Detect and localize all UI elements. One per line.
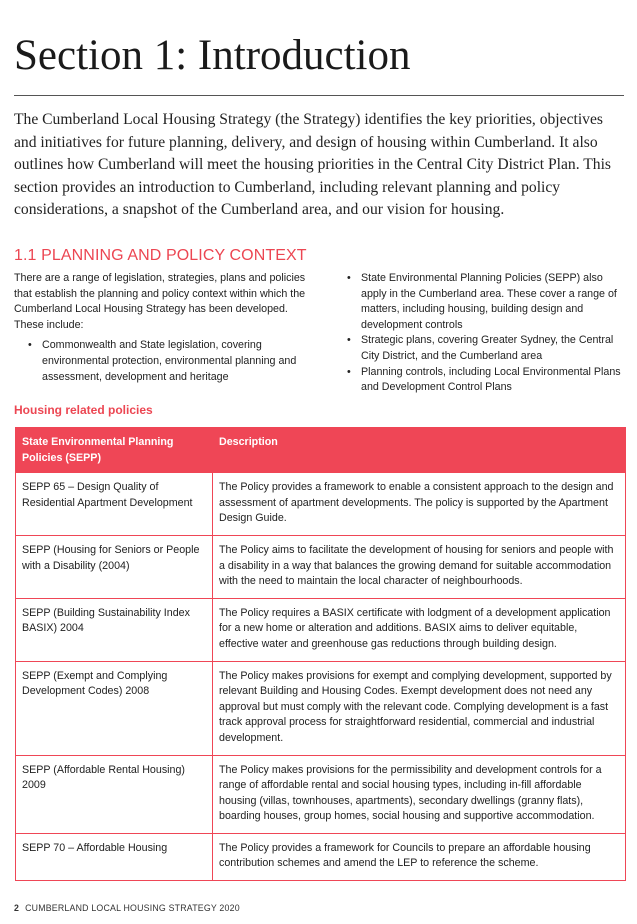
policy-description-cell: The Policy provides a framework to enable a consistent approach to the design and assessment of apartment developments. The policy is supported by the Apartment Design Guide. — [213, 473, 626, 536]
column-header-sepp: State Environmental Planning Policies (SEPP) — [16, 428, 213, 473]
bullet-icon: • — [28, 339, 32, 352]
policy-name-cell: SEPP (Exempt and Complying Development Codes) 2008 — [16, 661, 213, 755]
policy-name-cell: SEPP (Building Sustainability Index BASIX) 2004 — [16, 598, 213, 661]
bullet-item — [347, 365, 627, 396]
bullet-icon: • — [347, 272, 351, 284]
policy-name-cell: SEPP (Housing for Seniors or People with a Disability (2004) — [16, 535, 213, 598]
bullet-text: Commonwealth and State legislation, covering environmental protection, environmental planning and assessment, development and heritage — [42, 339, 297, 383]
housing-policies-table — [15, 427, 626, 881]
bullet-icon: • — [347, 365, 351, 378]
policy-description-cell: The Policy makes provisions for exempt and complying development, supported by relevant Building and Housing Codes. Exempt development does not need any approval but must comply with the relevant code. Complying development is a fast track approval process for straightforward residential, commercial and industrial development. — [213, 661, 626, 755]
page-title: Section 1: Introduction — [14, 32, 411, 79]
policy-description-cell: The Policy makes provisions for the permissibility and development controls for a range of affordable rental and social housing types, including in-fill affordable housing (villas, townhouses, apartments), secondary dwellings (granny flats), boarding houses, group homes, social housing and supportive accommodation. — [213, 755, 626, 833]
column-header-description: Description — [213, 428, 626, 473]
table-row — [16, 755, 626, 833]
page-number: 2 — [14, 903, 20, 913]
table-row — [16, 598, 626, 661]
left-bullet-list — [14, 338, 306, 385]
policy-name-cell: SEPP 65 – Design Quality of Residential Apartment Development — [16, 473, 213, 536]
table-caption: Housing related policies — [14, 403, 153, 417]
policy-name-cell: SEPP (Affordable Rental Housing) 2009 — [16, 755, 213, 833]
context-right-column — [347, 271, 627, 396]
section-heading: 1.1 PLANNING AND POLICY CONTEXT — [14, 247, 307, 264]
table-row — [16, 661, 626, 755]
context-paragraph: There are a range of legislation, strategies, plans and policies that establish the planning and policy context within which the Cumberland Local Housing Strategy has been developed. These include: — [14, 272, 306, 331]
table-header-row — [16, 428, 626, 473]
bullet-item — [347, 271, 627, 333]
intro-paragraph: The Cumberland Local Housing Strategy (the Strategy) identifies the key priorities, objectives and initiatives for future planning, delivery, and design of housing within Cumberland. It also outlines how Cumberland will meet the housing priorities in the Central City District Plan. This section provides an introduction to Cumberland, including relevant planning and policy considerations, a snapshot of the Cumberland area, and our vision for housing. — [14, 111, 611, 219]
page-footer — [14, 902, 240, 914]
bullet-text: Strategic plans, covering Greater Sydney, the Central City District, and the Cumberland area — [361, 334, 614, 362]
bullet-text: State Environmental Planning Policies (SEPP) also apply in the Cumberland area. These cover a range of matters, including housing, building design and development controls — [361, 272, 617, 331]
table-row — [16, 535, 626, 598]
bullet-icon: • — [347, 334, 351, 347]
context-left-column — [14, 271, 306, 385]
title-divider — [14, 95, 624, 96]
policy-description-cell: The Policy requires a BASIX certificate with lodgment of a development application for a new home or alteration and additions. BASIX aims to deliver equitable, effective water and greenhouse gas reductions through building design. — [213, 598, 626, 661]
table-body — [16, 473, 626, 881]
policy-description-cell: The Policy provides a framework for Councils to prepare an affordable housing contribution schemes and amend the LEP to reference the scheme. — [213, 833, 626, 880]
bullet-item — [347, 333, 627, 364]
right-bullet-list — [347, 271, 627, 396]
policy-description-cell: The Policy aims to facilitate the development of housing for seniors and people with a disability in a way that balances the growing demand for suitable accommodation with the need to maintain the local character of neighbourhoods. — [213, 535, 626, 598]
footer-label: CUMBERLAND LOCAL HOUSING STRATEGY 2020 — [25, 903, 240, 913]
table-row — [16, 833, 626, 880]
bullet-text: Planning controls, including Local Environmental Plans and Development Control Plans — [361, 365, 621, 394]
policy-name-cell: SEPP 70 – Affordable Housing — [16, 833, 213, 880]
bullet-item — [14, 338, 306, 385]
table-row — [16, 473, 626, 536]
